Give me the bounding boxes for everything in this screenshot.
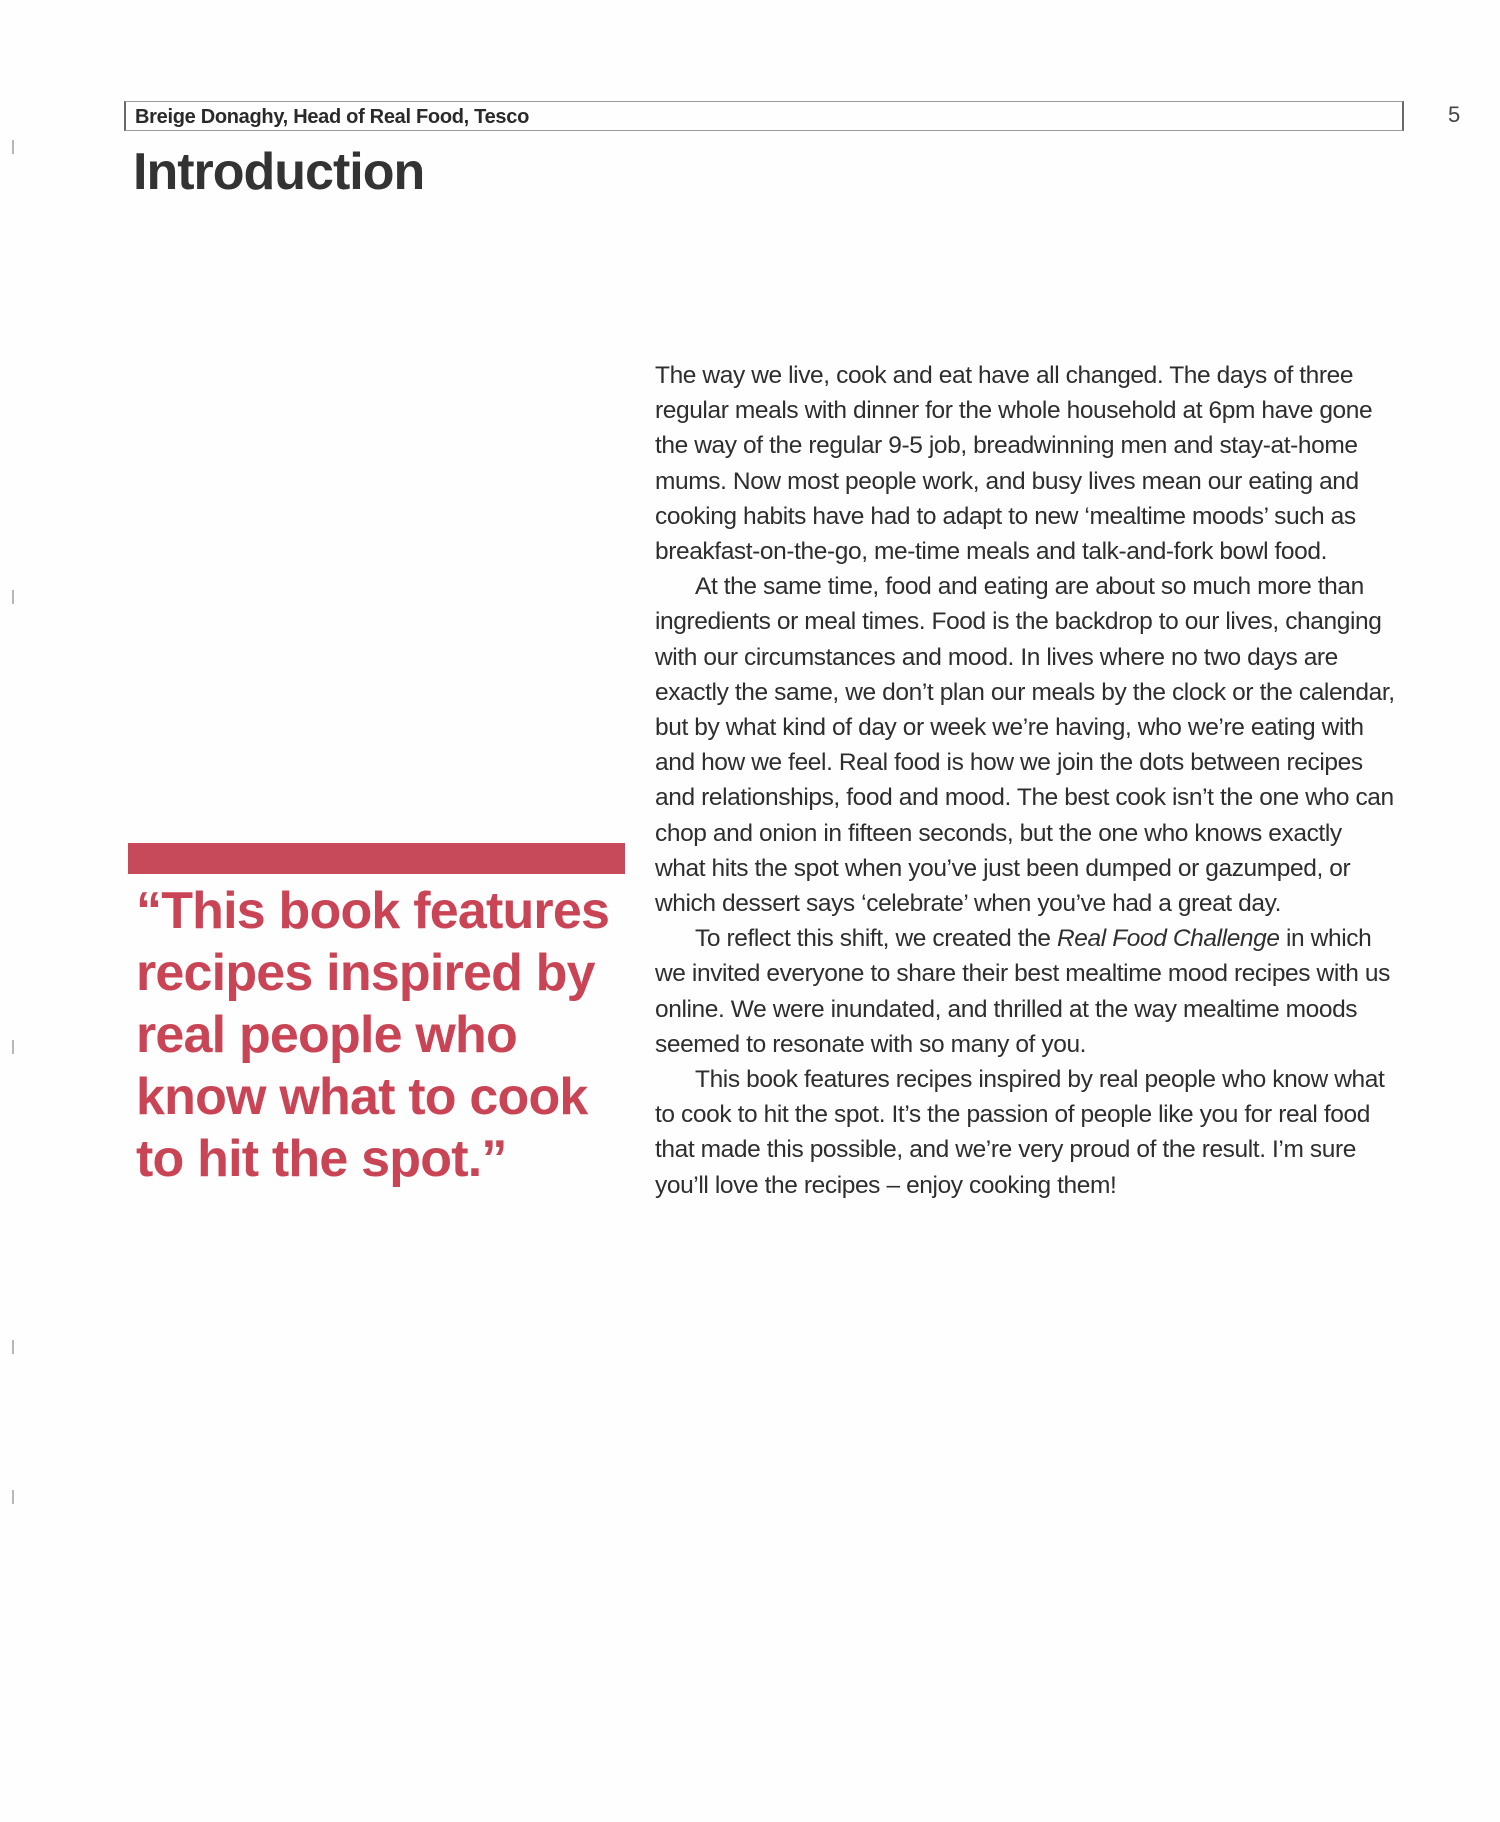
scan-mark	[12, 140, 14, 154]
pull-quote-bar	[128, 843, 625, 874]
body-paragraph-4: This book features recipes inspired by real people who know what to cook to hit the spot. It’s the passion of people like you for real food that made this possible, and we’re very proud of the result. I’m sure you’ll love the recipes – enjoy cooking them!	[655, 1066, 1385, 1199]
body-paragraph-3	[655, 921, 1395, 1062]
body-paragraph-1: The way we live, cook and eat have all changed. The days of three regular meals with dinner for the whole household at 6pm have gone the way of the regular 9-5 job, breadwinning men and stay-at-home mums. Now most people work, and busy lives mean our eating and cooking habits have had to adapt to new ‘mealtime moods’ such as breakfast-on-the-go, me-time meals and talk-and-fork bowl food.	[655, 362, 1373, 566]
body-text	[655, 358, 1395, 1203]
author-byline: Breige Donaghy, Head of Real Food, Tesco	[135, 106, 529, 128]
challenge-name: Real Food Challenge	[1057, 925, 1280, 953]
paragraph-3-text-end: in which we invited everyone to share their best mealtime mood recipes with us online. We were inundated, and thrilled at the way mealtime moods seemed to resonate with so many of you.	[655, 925, 1390, 1058]
pull-quote: “This book features recipes inspired by real people who know what to cook to hit the spot.”	[136, 882, 610, 1188]
scan-mark	[12, 1490, 14, 1504]
page-number: 5	[1448, 102, 1461, 127]
scan-mark	[12, 590, 14, 604]
scan-mark	[12, 1340, 14, 1354]
page-title: Introduction	[133, 143, 425, 201]
paragraph-3-text-start: To reflect this shift, we created the	[695, 925, 1058, 953]
body-paragraph-2: At the same time, food and eating are about so much more than ingredients or meal times. Food is the backdrop to our lives, changing with our circumstances and mood. In lives where no two days are exactly the same, we don’t plan our meals by the clock or the calendar, but by what kind of day or week we’re having, who we’re eating with and how we feel. Real food is how we join the dots between recipes and relationships, food and mood. The best cook isn’t the one who can chop and onion in fifteen seconds, but the one who knows exactly what hits the spot when you’ve just been dumped or gazumped, or which dessert says ‘celebrate’ when you’ve had a great day.	[655, 573, 1395, 918]
scan-mark	[12, 1040, 14, 1054]
